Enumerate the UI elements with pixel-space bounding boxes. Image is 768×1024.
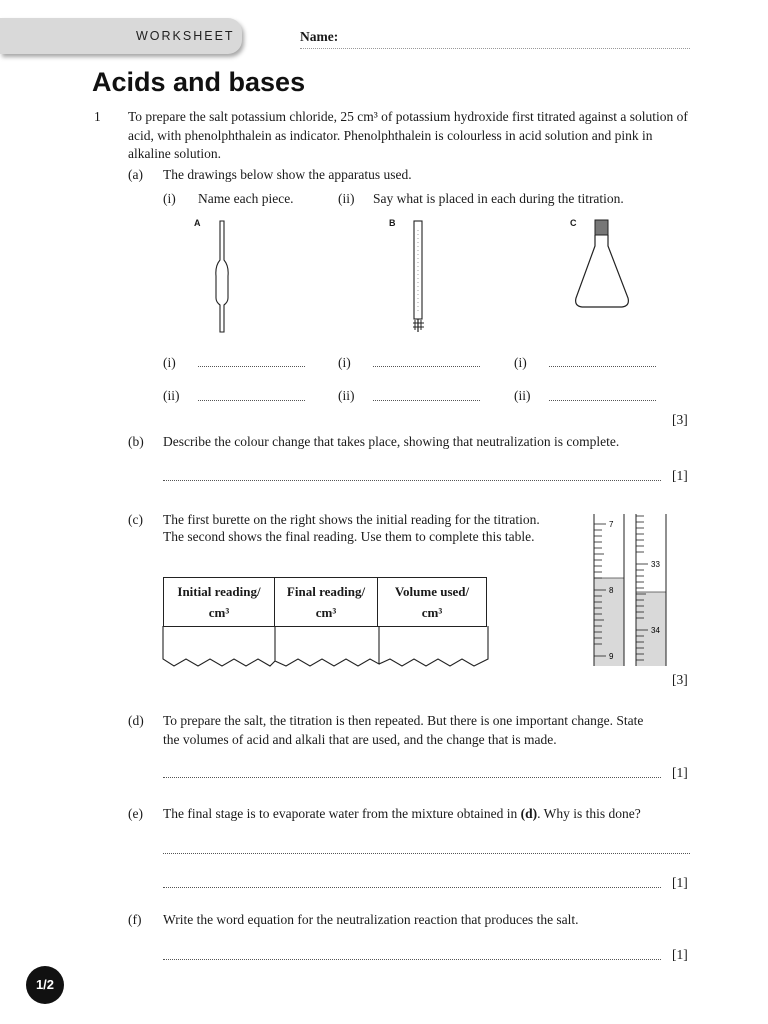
question-intro: To prepare the salt potassium chloride, 25 cm³ of potassium hydroxide first titrated against a solution of acid, with phenolphthalein as indicator. Phenolphthalein is colourless in acid solution and pink in alkaline solution. [128,109,688,161]
table-answer-row[interactable] [162,626,492,670]
burette2-tick-34: 34 [651,626,660,635]
conical-flask-drawing [568,216,638,312]
part-a-marks: [3] [672,412,688,427]
answer-c-i-line[interactable] [549,366,656,367]
pipette-drawing [205,218,239,336]
results-table [163,577,487,627]
part-f-answer-line[interactable] [163,959,661,960]
part-d-label: (d) [128,713,144,728]
name-label: Name: [300,29,339,44]
apparatus-a-caption: A [194,218,201,228]
table-header-final: Final reading/ cm³ [275,578,378,627]
part-a-sub-ii-text: Say what is placed in each during the titration. [373,191,624,206]
answer-a-i-line[interactable] [198,366,305,367]
part-d-text-line2: the volumes of acid and alkali that are used, and the change that is made. [163,732,557,747]
part-d-text-line1: To prepare the salt, the titration is then repeated. But there is one important change. State [163,713,644,728]
part-d-answer-line[interactable] [163,777,661,778]
part-c-label: (c) [128,512,143,527]
answer-a-i-label: (i) [163,355,176,370]
part-e-text: The final stage is to evaporate water from the mixture obtained in (d). Why is this done? [163,806,641,821]
table-header-initial: Initial reading/ cm³ [164,578,275,627]
burette1-tick-9: 9 [609,652,614,661]
answer-a-ii-line[interactable] [198,400,305,401]
part-a-label: (a) [128,167,143,182]
part-b-text: Describe the colour change that takes place, showing that neutralization is complete. [163,434,620,449]
answer-c-ii-line[interactable] [549,400,656,401]
answer-a-ii-label: (ii) [163,388,180,403]
part-f-marks: [1] [672,947,688,962]
part-f-label: (f) [128,912,142,927]
worksheet-label: WORKSHEET [136,29,235,43]
answer-b-i-label: (i) [338,355,351,370]
part-b-label: (b) [128,434,144,449]
part-c-marks: [3] [672,672,688,687]
part-a-text: The drawings below show the apparatus used. [163,167,412,182]
part-b-marks: [1] [672,468,688,483]
answer-b-ii-line[interactable] [373,400,480,401]
answer-b-i-line[interactable] [373,366,480,367]
part-e-answer-line-1[interactable] [163,853,690,854]
part-e-label: (e) [128,806,143,821]
burette2-tick-33: 33 [651,560,660,569]
page-title: Acids and bases [92,67,306,97]
part-a-sub-ii-label: (ii) [338,191,355,206]
burette1-tick-8: 8 [609,586,614,595]
page-indicator-badge: 1/2 [26,966,64,1004]
burette-drawing [405,218,433,336]
apparatus-c-caption: C [570,218,577,228]
part-c-text-line2: The second shows the final reading. Use them to complete this table. [163,529,535,544]
part-b-answer-line[interactable] [163,480,661,481]
part-d-marks: [1] [672,765,688,780]
apparatus-b-caption: B [389,218,396,228]
part-a-sub-i-label: (i) [163,191,176,206]
question-number: 1 [94,109,101,124]
table-header-volume: Volume used/ cm³ [378,578,487,627]
burette1-tick-7: 7 [609,520,614,529]
answer-c-ii-label: (ii) [514,388,531,403]
name-field-line[interactable] [300,48,690,49]
answer-b-ii-label: (ii) [338,388,355,403]
part-f-text: Write the word equation for the neutralization reaction that produces the salt. [163,912,579,927]
part-e-answer-line-2[interactable] [163,887,661,888]
part-a-sub-i-text: Name each piece. [198,191,294,206]
answer-c-i-label: (i) [514,355,527,370]
part-e-marks: [1] [672,875,688,890]
burette-readings-drawing [590,512,672,672]
part-c-text-line1: The first burette on the right shows the initial reading for the titration. [163,512,540,527]
